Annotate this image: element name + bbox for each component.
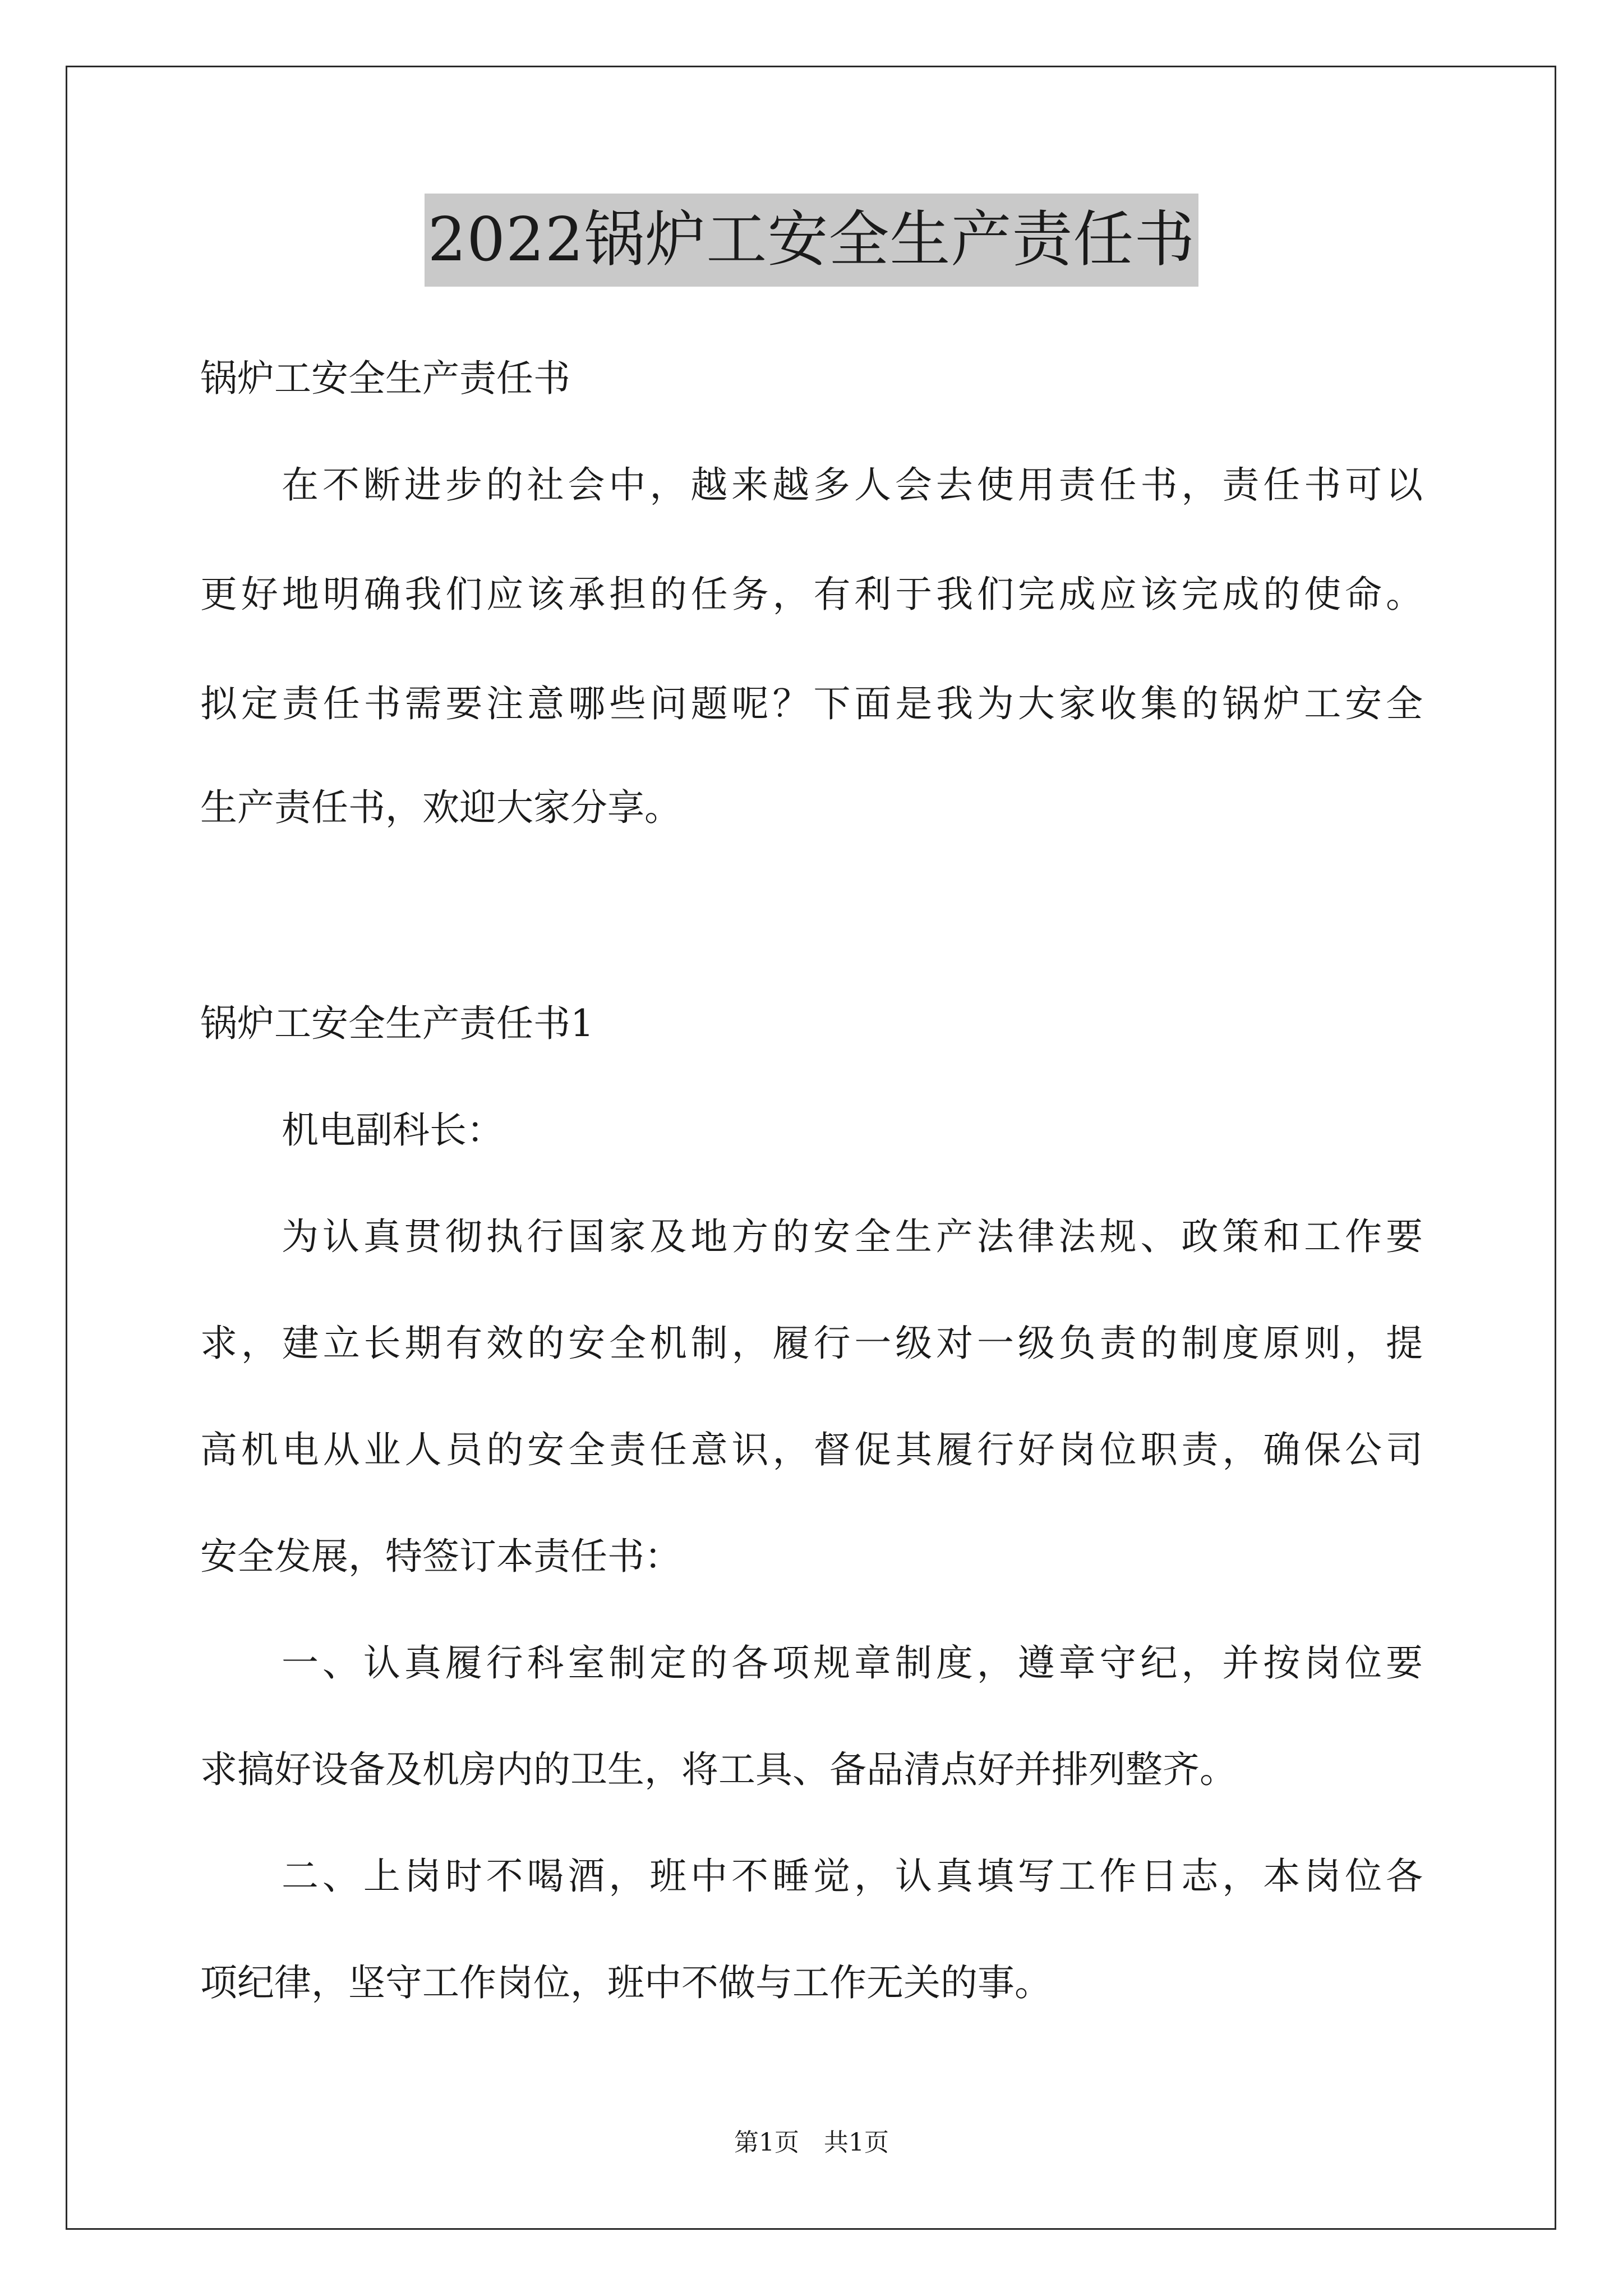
addressee: 机电副科长： [282,1108,504,1152]
document-title: 2022锅炉工安全生产责任书 [425,194,1199,287]
title-container [0,194,1623,287]
section-heading: 锅炉工安全生产责任书1 [200,1002,594,1045]
paragraph1-line-4: 安全发展，特签订本责任书： [200,1535,681,1578]
page-footer: 第1页 共1页 [734,2128,889,2157]
paragraph1-line-2: 求，建立长期有效的安全机制，履行一级对一级负责的制度原则，提 [200,1322,1423,1365]
item2-line-2: 项纪律，坚守工作岗位，班中不做与工作无关的事。 [200,1961,1052,2004]
paragraph1-line-3: 高机电从业人员的安全责任意识，督促其履行好岗位职责，确保公司 [200,1428,1423,1471]
paragraph1-line-1: 为认真贯彻执行国家及地方的安全生产法律法规、政策和工作要 [282,1215,1423,1258]
item1-line-1: 一、认真履行科室制定的各项规章制度，遵章守纪，并按岗位要 [282,1641,1423,1685]
intro-line-4: 生产责任书，欢迎大家分享。 [200,786,681,829]
intro-line-2: 更好地明确我们应该承担的任务，有利于我们完成应该完成的使命。 [200,573,1423,616]
intro-line-3: 拟定责任书需要注意哪些问题呢？下面是我为大家收集的锅炉工安全 [200,682,1423,725]
intro-line-1: 在不断进步的社会中，越来越多人会去使用责任书，责任书可以 [282,463,1423,507]
item2-line-1: 二、上岗时不喝酒，班中不睡觉，认真填写工作日志，本岗位各 [282,1855,1423,1898]
item1-line-2: 求搞好设备及机房内的卫生，将工具、备品清点好并排列整齐。 [200,1748,1237,1791]
document-subtitle: 锅炉工安全生产责任书 [200,357,570,400]
